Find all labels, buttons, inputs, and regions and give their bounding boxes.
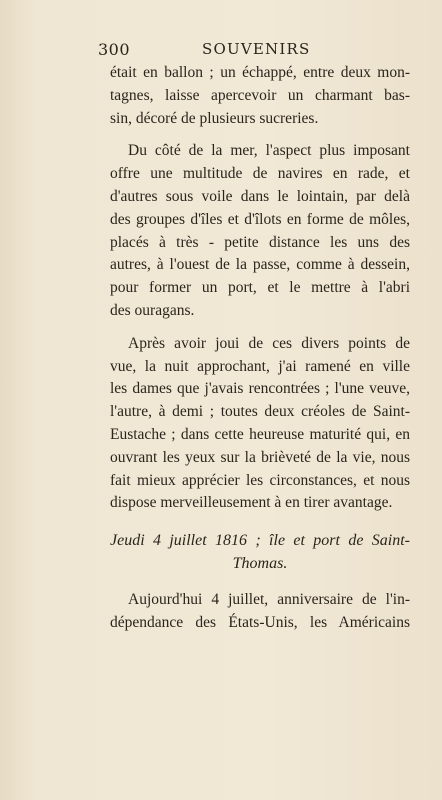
text-line: autres, à l'ouest de la passe, comme à dessein, xyxy=(110,256,410,274)
text-line: Du côté de la mer, l'aspect plus imposant xyxy=(128,142,410,160)
paragraph-4 xyxy=(110,589,410,635)
running-head: SOUVENIRS xyxy=(202,40,311,58)
text-line: d'autres sous voile dans le lointain, par delà xyxy=(110,187,410,205)
page-header xyxy=(98,40,398,64)
paragraph-2 xyxy=(110,140,410,322)
text-line: des ouragans. xyxy=(110,301,195,319)
text-line: ouvrant les yeux sur la brièveté de la vie, nous xyxy=(110,448,410,466)
text-line: les dames que j'avais rencontrées ; l'une veuve, xyxy=(110,380,410,398)
text-line: offre une multitude de navires en rade, et xyxy=(110,165,410,183)
paragraph-3 xyxy=(110,333,410,515)
text-line: dispose merveilleusement à en tirer avantage. xyxy=(110,494,393,512)
text-line: Eustache ; dans cette heureuse maturité qui, en xyxy=(110,425,410,443)
text-line: fait mieux apprécier les circonstances, et nous xyxy=(110,471,410,489)
text-line: tagnes, laisse apercevoir un charmant bas- xyxy=(110,86,410,104)
dateline xyxy=(110,529,410,575)
text-line: pour former un port, et le mettre à l'abri xyxy=(110,279,410,297)
dateline-line-1: Jeudi 4 juillet 1816 ; île et port de Saint- xyxy=(110,532,410,550)
text-line: sin, décoré de plusieurs sucreries. xyxy=(110,109,319,127)
text-line: Aujourd'hui 4 juillet, anniversaire de l'in- xyxy=(128,591,410,609)
text-line: placés à très - petite distance les uns des xyxy=(110,233,410,251)
paragraph-1 xyxy=(110,62,410,130)
dateline-line-2: Thomas. xyxy=(232,555,288,573)
page-number: 300 xyxy=(98,40,131,59)
text-line: Après avoir joui de ces divers points de xyxy=(128,334,410,352)
text-line: des groupes d'îles et d'îlots en forme de môles, xyxy=(110,210,410,228)
body-text xyxy=(110,62,410,635)
text-line: vue, la nuit approchant, j'ai ramené en ville xyxy=(110,357,410,375)
text-line: dépendance des États-Unis, les Américains xyxy=(110,613,410,631)
text-line: l'autre, à demi ; toutes deux créoles de Saint- xyxy=(110,403,410,421)
text-line: était en ballon ; un échappé, entre deux mon- xyxy=(110,64,410,81)
